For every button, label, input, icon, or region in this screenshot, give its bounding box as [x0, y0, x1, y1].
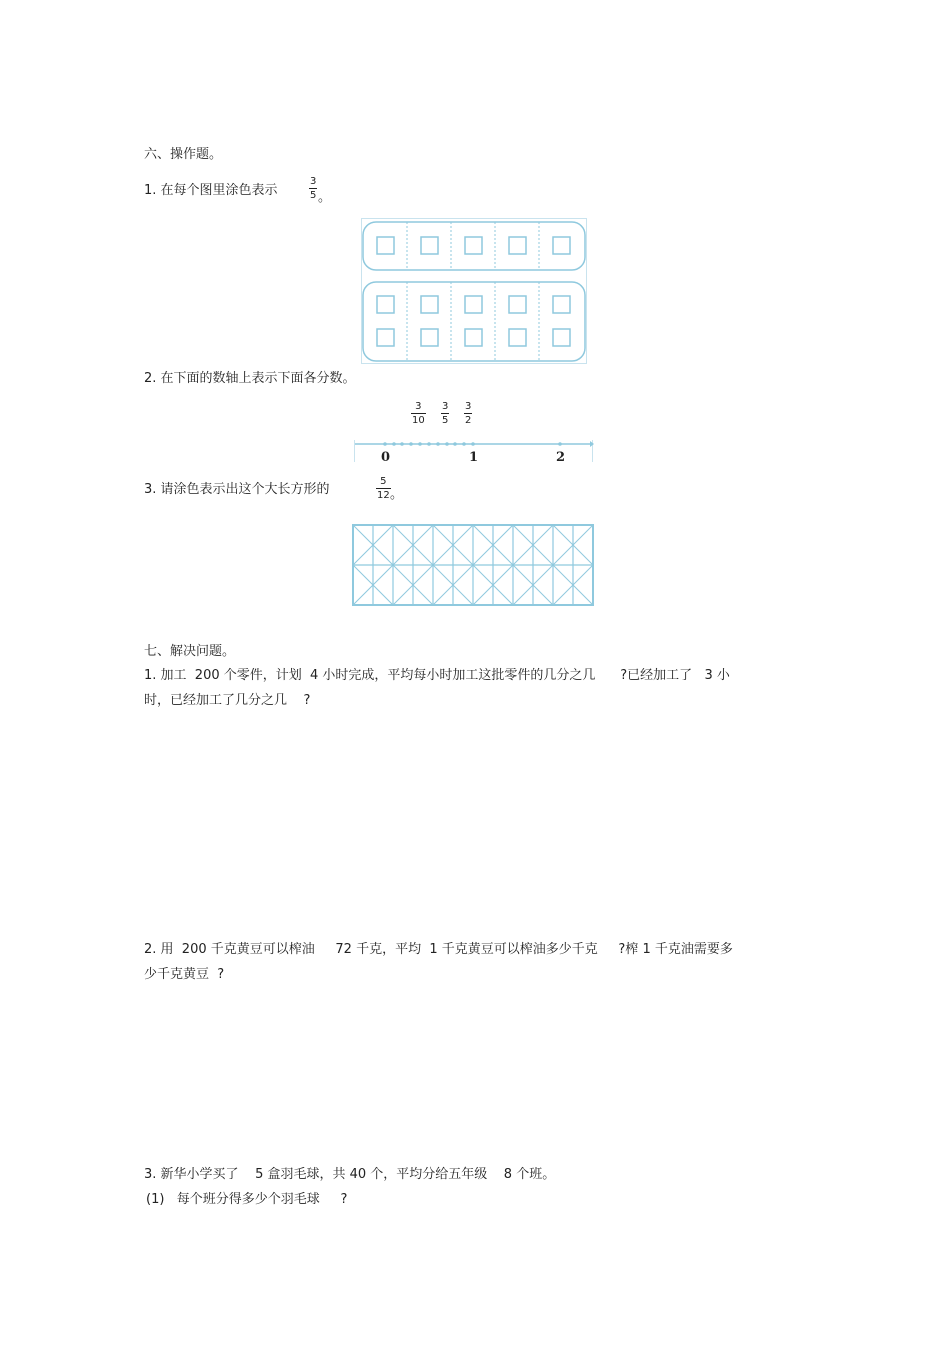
section-title-problems: 七、解决问题。 [144, 644, 236, 659]
question-6-3-text: 3. 请涂色表示出这个大长方形的 [144, 482, 330, 497]
bottom-bar [363, 282, 585, 361]
big-rectangle-grid [352, 524, 594, 606]
question-7-2-line1: 2. 用 200 千克黄豆可以榨油 72 千克，平均 1 千克黄豆可以榨油多少千克 ?榨 1 千克油需要多 [144, 942, 733, 957]
question-6-2-text: 2. 在下面的数轴上表示下面各分数。 [144, 371, 356, 386]
fraction-three-halves [464, 401, 472, 426]
fraction-denominator: 12 [377, 490, 390, 501]
section-title-operations: 六、操作题。 [144, 147, 223, 162]
fraction-numerator: 3 [415, 401, 422, 412]
fraction-denominator: 2 [465, 415, 472, 426]
square-cells [377, 237, 570, 346]
fraction-numerator: 3 [442, 401, 449, 412]
dotted-dividers [407, 222, 539, 361]
axis-label-0: 0 [381, 450, 391, 465]
question-7-3-line1: 3. 新华小学买了 5 盒羽毛球，共 40 个，平均分给五年级 8 个班。 [144, 1167, 556, 1182]
axis-label-1: 1 [469, 450, 479, 465]
fraction-denominator: 5 [310, 190, 317, 201]
question-7-1-line2: 时，已经加工了几分之几 ? [144, 693, 311, 708]
punctuation-period: 。 [318, 190, 332, 205]
fraction-three-tenths [411, 401, 426, 426]
question-7-2-line2: 少千克黄豆 ? [144, 967, 225, 982]
question-7-3-sub1: (1) 每个班分得多少个羽毛球 ? [146, 1192, 348, 1207]
question-6-1-text: 1. 在每个图里涂色表示 [144, 183, 278, 198]
top-bar [363, 222, 585, 270]
fraction-numerator: 3 [310, 176, 317, 187]
fraction-five-twelfths [376, 476, 391, 501]
question-7-1-line1: 1. 加工 200 个零件，计划 4 小时完成，平均每小时加工这批零件的几分之几 ?已经加工了 3 小 [144, 668, 730, 683]
punctuation-period: 。 [390, 487, 404, 502]
fraction-denominator: 10 [412, 415, 425, 426]
fraction-numerator: 3 [465, 401, 472, 412]
fraction-denominator: 5 [442, 415, 449, 426]
fraction-numerator: 5 [380, 476, 387, 487]
axis-label-2: 2 [556, 450, 566, 465]
fraction-three-fifths [309, 176, 317, 201]
fraction-three-fifths-axis [441, 401, 449, 426]
shading-figure-rows [361, 218, 587, 364]
